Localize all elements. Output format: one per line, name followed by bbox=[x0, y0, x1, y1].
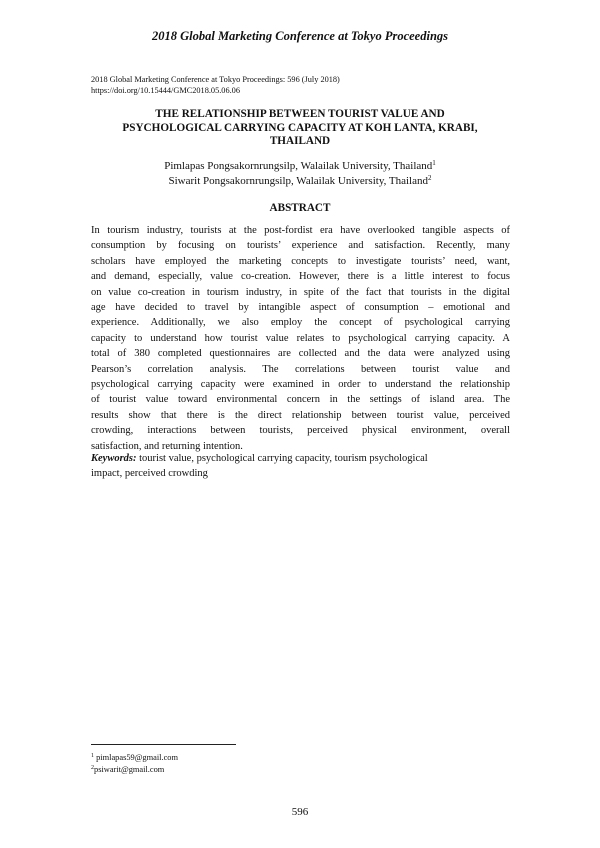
paper-title bbox=[95, 108, 505, 149]
abstract-line: psychological carrying capacity were examined in order to understand the relationship bbox=[91, 379, 510, 391]
author-name: Siwarit Pongsakornrungsilp, Walailak University, Thailand bbox=[168, 175, 428, 187]
keywords-label: Keywords: bbox=[91, 453, 137, 464]
citation-line: 2018 Global Marketing Conference at Tokyo Proceedings: 596 (July 2018) bbox=[91, 75, 340, 84]
page-number: 596 bbox=[291, 806, 309, 818]
abstract-body bbox=[91, 223, 510, 454]
keywords-line: impact, perceived crowding bbox=[91, 468, 208, 480]
author-footnote-mark: 1 bbox=[432, 159, 436, 167]
abstract-line: experience. Additionally, we also employ the concept of psychological carrying bbox=[91, 317, 510, 329]
running-header: 2018 Global Marketing Conference at Tokyo Proceedings bbox=[151, 29, 449, 43]
footnotes bbox=[91, 752, 178, 775]
abstract-line: In tourism industry, tourists at the post-fordist era have overlooked tangible aspects of bbox=[91, 225, 510, 236]
abstract-line: satisfaction, and returning intention. bbox=[91, 440, 243, 452]
abstract-line: scholars have employed the marketing concepts to investigate tourists’ need, want, bbox=[91, 255, 510, 267]
footnote-mark: 1 bbox=[91, 753, 94, 759]
abstract-line: age have decided to travel by intangible aspect of consumption – emotional and bbox=[91, 302, 510, 314]
title-line: THAILAND bbox=[269, 135, 331, 147]
doi-link[interactable]: https://doi.org/10.15444/GMC2018.05.06.06 bbox=[91, 86, 240, 95]
citation-block bbox=[91, 74, 511, 96]
author-line bbox=[0, 159, 600, 174]
abstract-line: of tourist value toward environmental concern in the settings of island area. The bbox=[91, 394, 510, 406]
author-name: Pimlapas Pongsakornrungsilp, Walailak University, Thailand bbox=[164, 160, 433, 172]
keywords-text: tourist value, psychological carrying capacity, tourism psychological bbox=[136, 453, 428, 464]
abstract-line: consumption by focusing on tourists’ experience and satisfaction. Recently, many bbox=[91, 240, 510, 252]
title-line: PSYCHOLOGICAL CARRYING CAPACITY AT KOH LANTA, KRABI, bbox=[122, 121, 478, 134]
keywords-block bbox=[91, 451, 510, 482]
keywords-line bbox=[91, 451, 510, 466]
abstract-heading: ABSTRACT bbox=[269, 202, 331, 214]
footnote-divider bbox=[91, 744, 236, 745]
abstract-line: total of 380 completed questionnaires are collected and the data were analyzed using bbox=[91, 348, 510, 360]
abstract-line: and demand, especially, value co-creation. However, there is a little interest to focus bbox=[91, 271, 510, 283]
author-line bbox=[0, 174, 600, 189]
abstract-line: crowding, interactions between tourists, perceived physical environment, overall bbox=[91, 425, 510, 437]
abstract-line: on value co-creation in tourism industry, in spite of the fact that tourists in the digital bbox=[91, 286, 510, 298]
author-list bbox=[0, 159, 600, 189]
abstract-line: Pearson’s correlation analysis. The correlations between tourist value and bbox=[91, 363, 510, 375]
title-line: THE RELATIONSHIP BETWEEN TOURIST VALUE AND bbox=[155, 108, 445, 120]
footnote bbox=[91, 764, 178, 776]
abstract-line: capacity to understand how tourist value relates to psychological carrying capacity. A bbox=[91, 332, 510, 344]
footnote-email[interactable]: psiwarit@gmail.com bbox=[94, 764, 165, 774]
abstract-line: results show that there is the direct relationship between tourist value, perceived bbox=[91, 409, 510, 421]
footnote bbox=[91, 752, 178, 764]
footnote-email[interactable]: pimlapas59@gmail.com bbox=[94, 753, 179, 762]
footnote-mark: 2 bbox=[91, 764, 94, 771]
author-footnote-mark: 2 bbox=[428, 174, 432, 182]
